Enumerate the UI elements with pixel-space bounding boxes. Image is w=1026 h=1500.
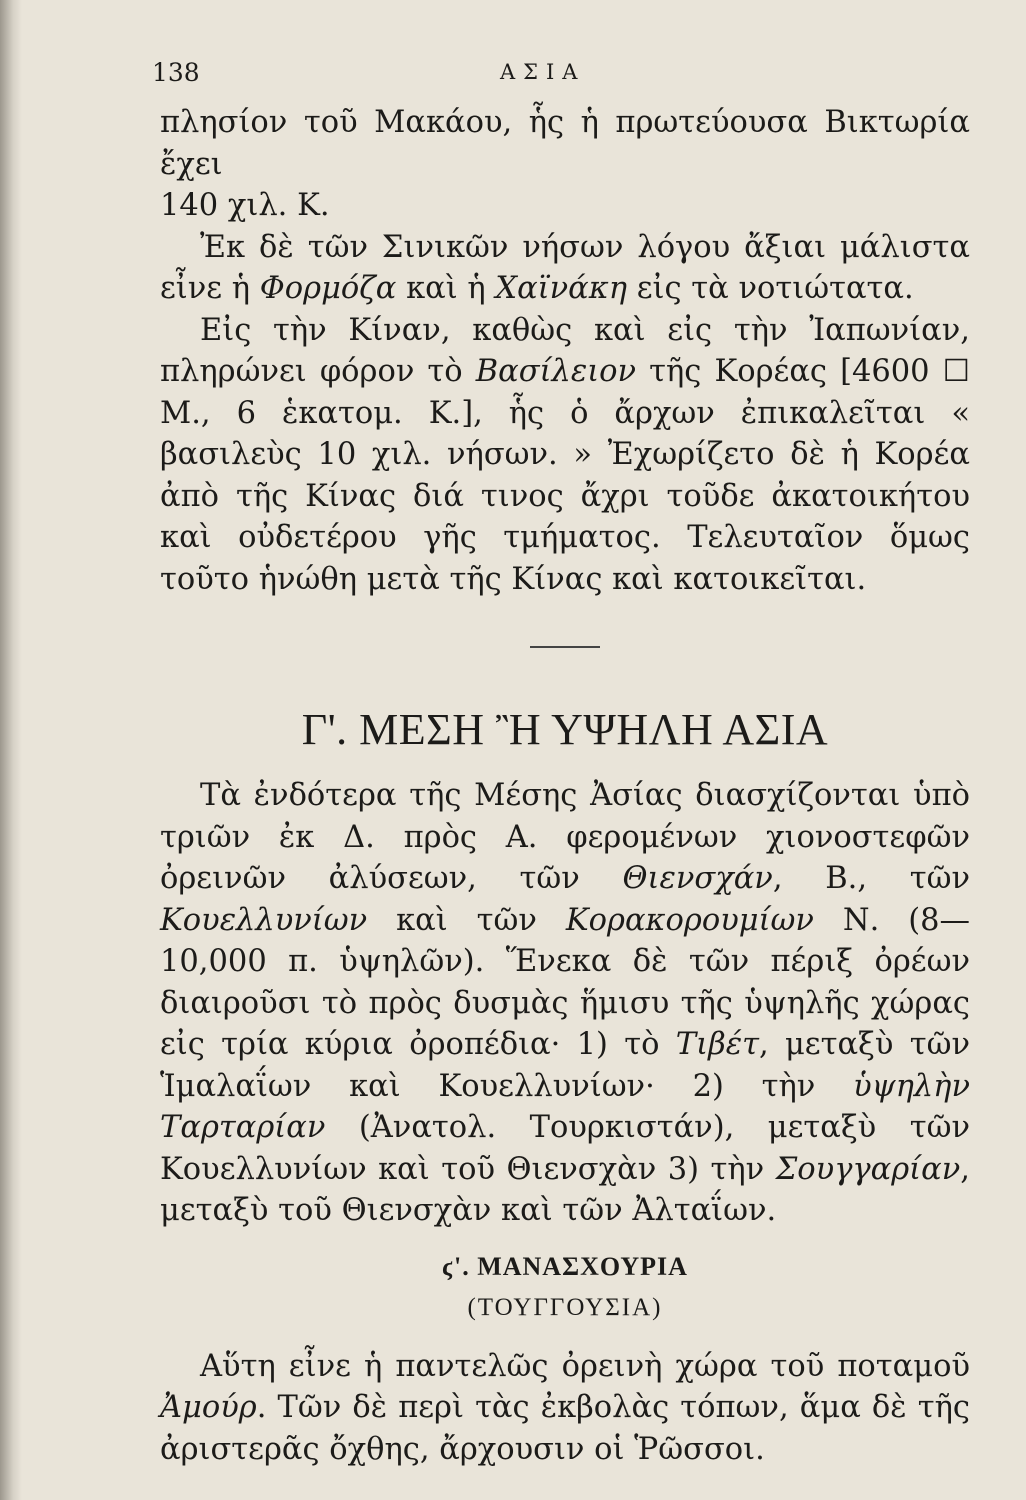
paragraph-central-asia (160, 775, 970, 1232)
text-run: , μεταξὺ τῶν Ἱμαλαΐων καὶ Κουελλυνίων· 2) τὴν (160, 1027, 970, 1104)
section-divider (530, 646, 600, 648)
text-run: Τὰ ἐνδότερα τῆς Μέσης Ἀσίας διασχίζονται ὑπὸ τριῶν ἐκ Δ. πρὸς Α. φερομένων χιονοστεφῶν ὀρεινῶν ἀλύσεων, τῶν (160, 778, 970, 896)
place-kingdom: Βασίλειον (475, 354, 637, 389)
text-run: , Β., τῶν (772, 861, 970, 896)
place-dzungaria: Σουγγαρίαν (775, 1151, 961, 1187)
paragraph-continued (160, 102, 970, 227)
subsection-heading: ϛ'. ΜΑΝΑΣΧΟΥΡΙΑ (442, 1251, 688, 1281)
text-run: . Τῶν δὲ περὶ τὰς ἐκβολὰς τόπων, ἅμα δὲ τῆς ἀριστερᾶς ὄχθης, ἄρχουσιν οἱ Ῥῶσσοι. (160, 1390, 970, 1467)
place-hainan: Χαϊνάκη (495, 271, 628, 306)
text-run: τῆς Κορέας [4600 ☐ Μ., 6 ἑκατομ. Κ.], ἧς ὁ ἄρχων ἐπικαλεῖται « βασιλεὺς 10 χιλ. νήσων. » Ἐχωρίζετο δὲ ἡ Κορέα ἀπὸ τῆς Κίνας διά τινος ἄχρι τοῦδε ἀκατοικήτου καὶ οὐδετέρου γῆς τμήματος. Τελευταῖον ὅμως τοῦτο ἡνώθη μετὰ τῆς Κίνας καὶ κατοικεῖται. (160, 354, 970, 597)
text-run: εἰς τὰ νοτιώτατα. (627, 271, 914, 306)
place-formosa: Φορμόζα (259, 271, 397, 306)
place-thienschan: Θιενσχάν (622, 861, 773, 896)
text-run: καὶ τῶν (367, 902, 566, 938)
place-tibet: Τιβέτ (675, 1027, 759, 1062)
line-2: 140 χιλ. Κ. (160, 188, 330, 223)
subsection-alt-heading: (ΤΟΥΓΓΟΥΣΙΑ) (467, 1293, 663, 1321)
text-run: Αὕτη εἶνε ἡ παντελῶς ὀρεινὴ χώρα τοῦ ποταμοῦ (200, 1348, 970, 1384)
text-run: Ν. (8—10,000 π. ὑψηλῶν). Ἕνεκα δὲ τῶν πέριξ ὀρέων διαιροῦσι τὸ πρὸς δυσμὰς ἥμισυ τῆς ὑψηλῆς χώρας εἰς τρία κύρια ὀροπέδια· 1) τὸ (160, 902, 970, 1062)
place-karakorum: Κορακορουμίων (565, 902, 814, 938)
paragraph-chinese-islands (160, 227, 970, 310)
line-1: πλησίον τοῦ Μακάου, ἧς ἡ πρωτεύουσα Βικτωρία ἔχει (160, 105, 970, 182)
place-amur: Ἀμούρ (160, 1390, 257, 1425)
place-kuenlun: Κουελλυνίων (160, 902, 368, 938)
running-title: ΑΣΙΑ (500, 60, 586, 84)
text-run: (Ἀνατολ. Τουρκιστάν), μεταξὺ τῶν Κουελλυνίων καὶ τοῦ Θιενσχὰν 3) τὴν (160, 1110, 970, 1187)
text-run: Εἰς τὴν Κίναν, καθὼς καὶ εἰς τὴν Ἰαπωνίαν, πληρώνει φόρον τὸ (160, 312, 970, 389)
text-run: καὶ ἡ (396, 271, 496, 306)
paragraph-manchuria (160, 1346, 970, 1471)
paragraph-korea (160, 310, 970, 601)
text-run: Ἐκ δὲ τῶν Σινικῶν νήσων λόγου ἄξιαι μάλιστα εἶνε ἡ (160, 229, 970, 306)
page-number: 138 (152, 58, 200, 87)
section-heading: Γ'. ΜΕΣΗ Ἢ ΥΨΗΛΗ ΑΣΙΑ (301, 705, 829, 754)
running-head (152, 58, 970, 98)
place-high-tartary: ὑψηλὴν Ταρταρίαν (160, 1068, 970, 1145)
text-run: , μεταξὺ τοῦ Θιενσχὰν καὶ τῶν Ἀλταΐων. (160, 1151, 970, 1228)
